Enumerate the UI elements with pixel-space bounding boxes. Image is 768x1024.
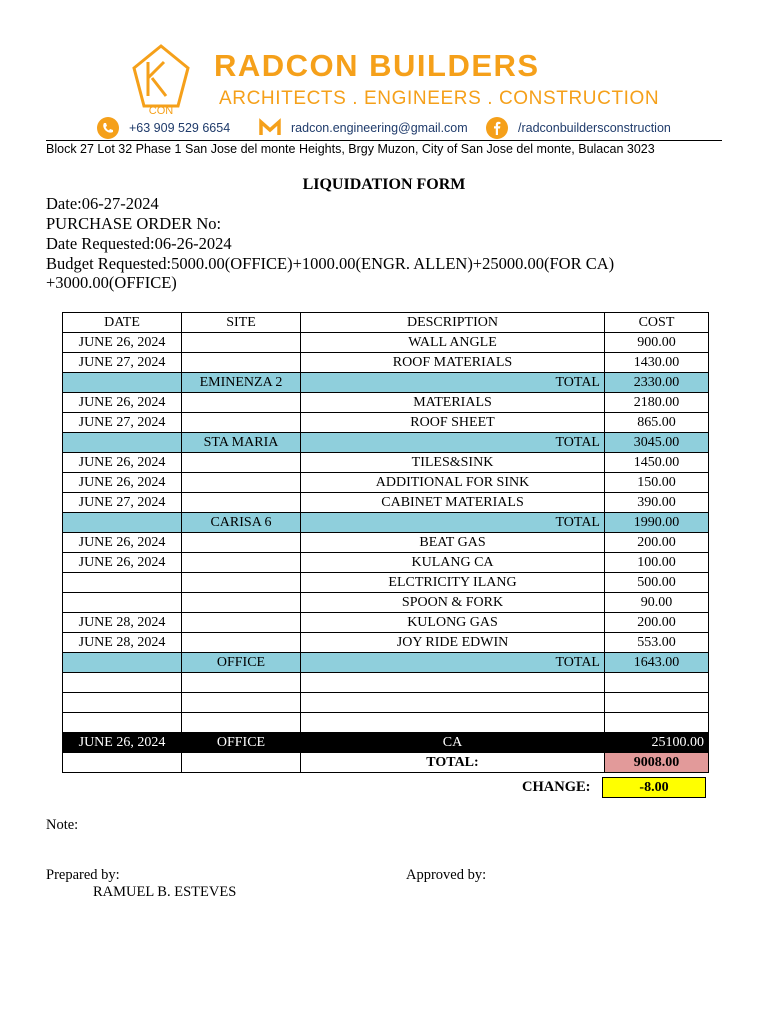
site-cell: [182, 673, 301, 693]
date-cell: [63, 673, 182, 693]
site-cell: [182, 393, 301, 413]
empty-cell: [182, 753, 301, 773]
description-cell: SPOON & FORK: [301, 593, 605, 613]
description-cell: [301, 693, 605, 713]
description-cell: CABINET MATERIALS: [301, 493, 605, 513]
site-total-row: [63, 433, 709, 453]
date-cell: JUNE 26, 2024: [63, 453, 182, 473]
table-row: [63, 393, 709, 413]
date-cell: JUNE 28, 2024: [63, 613, 182, 633]
site-cell: [182, 493, 301, 513]
cost-cell: 2330.00: [605, 373, 709, 393]
date-cell: [63, 573, 182, 593]
facebook-contact: [486, 117, 671, 139]
phone-icon: [97, 117, 119, 139]
cost-cell: 25100.00: [605, 733, 709, 753]
note-label: Note:: [46, 817, 79, 833]
cost-cell: 150.00: [605, 473, 709, 493]
date-cell: [63, 373, 182, 393]
table-row: [63, 553, 709, 573]
site-cell: [182, 333, 301, 353]
budget-requested-cont: +3000.00(OFFICE): [46, 273, 177, 292]
table-row: [63, 693, 709, 713]
phone-contact: [97, 117, 230, 139]
radcon-logo: [130, 44, 192, 116]
site-cell: [182, 633, 301, 653]
site-cell: [182, 413, 301, 433]
cost-cell: 900.00: [605, 333, 709, 353]
date-cell: [63, 513, 182, 533]
cost-cell: 1643.00: [605, 653, 709, 673]
table-row: [63, 633, 709, 653]
date-cell: JUNE 26, 2024: [63, 393, 182, 413]
table-row: [63, 413, 709, 433]
date-cell: [63, 593, 182, 613]
cost-cell: 1990.00: [605, 513, 709, 533]
site-cell: [182, 453, 301, 473]
site-total-row: [63, 373, 709, 393]
table-row: [63, 473, 709, 493]
description-cell: JOY RIDE EDWIN: [301, 633, 605, 653]
site-cell: [182, 693, 301, 713]
cash-advance-row: [63, 733, 709, 753]
date-cell: JUNE 26, 2024: [63, 333, 182, 353]
purchase-order: PURCHASE ORDER No:: [46, 214, 222, 233]
table-row: [63, 333, 709, 353]
description-cell: CA: [301, 733, 605, 753]
description-cell: ADDITIONAL FOR SINK: [301, 473, 605, 493]
facebook-handle: /radconbuildersconstruction: [518, 121, 671, 135]
preparer-name: RAMUEL B. ESTEVES: [93, 884, 237, 900]
description-cell: MATERIALS: [301, 393, 605, 413]
grand-total-label: TOTAL:: [301, 753, 605, 773]
cost-cell: 865.00: [605, 413, 709, 433]
grand-total-value: 9008.00: [605, 753, 709, 773]
date-cell: JUNE 27, 2024: [63, 493, 182, 513]
description-cell: ROOF SHEET: [301, 413, 605, 433]
site-cell: [182, 573, 301, 593]
description-cell: KULONG GAS: [301, 613, 605, 633]
approved-by-label: Approved by:: [406, 867, 487, 883]
site-cell: OFFICE: [182, 733, 301, 753]
site-cell: STA MARIA: [182, 433, 301, 453]
table-row: [63, 453, 709, 473]
site-cell: [182, 713, 301, 733]
site-cell: OFFICE: [182, 653, 301, 673]
site-cell: EMINENZA 2: [182, 373, 301, 393]
cost-cell: 90.00: [605, 593, 709, 613]
change-value: -8.00: [602, 777, 706, 798]
description-cell: [301, 673, 605, 693]
table-row: [63, 493, 709, 513]
description-cell: TILES&SINK: [301, 453, 605, 473]
description-cell: TOTAL: [301, 433, 605, 453]
cost-cell: 3045.00: [605, 433, 709, 453]
company-address: Block 27 Lot 32 Phase 1 San Jose del monte Heights, Brgy Muzon, City of San Jose del monte, Bulacan 3023: [46, 142, 655, 156]
email-address: radcon.engineering@gmail.com: [291, 121, 468, 135]
table-row: [63, 353, 709, 373]
header-divider: [46, 140, 722, 141]
cost-cell: 500.00: [605, 573, 709, 593]
cost-cell: 390.00: [605, 493, 709, 513]
date-requested: Date Requested:06-26-2024: [46, 234, 232, 253]
site-cell: [182, 473, 301, 493]
date-cell: [63, 653, 182, 673]
cost-cell: 2180.00: [605, 393, 709, 413]
description-cell: TOTAL: [301, 653, 605, 673]
header-date: DATE: [63, 313, 182, 333]
date-cell: JUNE 26, 2024: [63, 473, 182, 493]
description-cell: TOTAL: [301, 373, 605, 393]
cost-cell: 1450.00: [605, 453, 709, 473]
table-row: [63, 673, 709, 693]
form-date: Date:06-27-2024: [46, 194, 159, 213]
grand-total-row: [63, 753, 709, 773]
site-cell: [182, 533, 301, 553]
table-row: [63, 593, 709, 613]
cost-cell: 1430.00: [605, 353, 709, 373]
table-row: [63, 713, 709, 733]
site-total-row: [63, 513, 709, 533]
date-cell: [63, 693, 182, 713]
date-cell: JUNE 26, 2024: [63, 733, 182, 753]
cost-cell: 100.00: [605, 553, 709, 573]
description-cell: ELCTRICITY ILANG: [301, 573, 605, 593]
description-cell: BEAT GAS: [301, 533, 605, 553]
empty-cell: [63, 753, 182, 773]
email-contact: [259, 117, 468, 139]
description-cell: WALL ANGLE: [301, 333, 605, 353]
description-cell: ROOF MATERIALS: [301, 353, 605, 373]
table-row: [63, 573, 709, 593]
description-cell: TOTAL: [301, 513, 605, 533]
date-cell: [63, 713, 182, 733]
site-cell: [182, 593, 301, 613]
site-cell: [182, 613, 301, 633]
cost-cell: 200.00: [605, 613, 709, 633]
change-label: CHANGE:: [522, 779, 591, 795]
header-description: DESCRIPTION: [301, 313, 605, 333]
date-cell: JUNE 28, 2024: [63, 633, 182, 653]
header-cost: COST: [605, 313, 709, 333]
table-header-row: [63, 313, 709, 333]
facebook-icon: [486, 117, 508, 139]
cost-cell: 200.00: [605, 533, 709, 553]
cost-cell: [605, 713, 709, 733]
cost-cell: [605, 673, 709, 693]
date-cell: JUNE 27, 2024: [63, 413, 182, 433]
table-row: [63, 613, 709, 633]
mail-icon: [259, 117, 281, 139]
header-site: SITE: [182, 313, 301, 333]
description-cell: KULANG CA: [301, 553, 605, 573]
liquidation-table: [62, 312, 709, 773]
site-cell: [182, 353, 301, 373]
cost-cell: [605, 693, 709, 713]
site-total-row: [63, 653, 709, 673]
table-row: [63, 533, 709, 553]
date-cell: [63, 433, 182, 453]
site-cell: CARISA 6: [182, 513, 301, 533]
form-title: LIQUIDATION FORM: [302, 176, 466, 193]
company-tagline: ARCHITECTS . ENGINEERS . CONSTRUCTION: [219, 88, 660, 109]
date-cell: JUNE 26, 2024: [63, 533, 182, 553]
budget-requested: Budget Requested:5000.00(OFFICE)+1000.00(ENGR. ALLEN)+25000.00(FOR CA): [46, 254, 615, 273]
phone-number: +63 909 529 6654: [129, 121, 231, 135]
cost-cell: 553.00: [605, 633, 709, 653]
date-cell: JUNE 26, 2024: [63, 553, 182, 573]
svg-text:CON: CON: [148, 105, 174, 116]
date-cell: JUNE 27, 2024: [63, 353, 182, 373]
site-cell: [182, 553, 301, 573]
description-cell: [301, 713, 605, 733]
prepared-by-label: Prepared by:: [46, 867, 120, 883]
company-name: RADCON BUILDERS: [214, 48, 540, 83]
